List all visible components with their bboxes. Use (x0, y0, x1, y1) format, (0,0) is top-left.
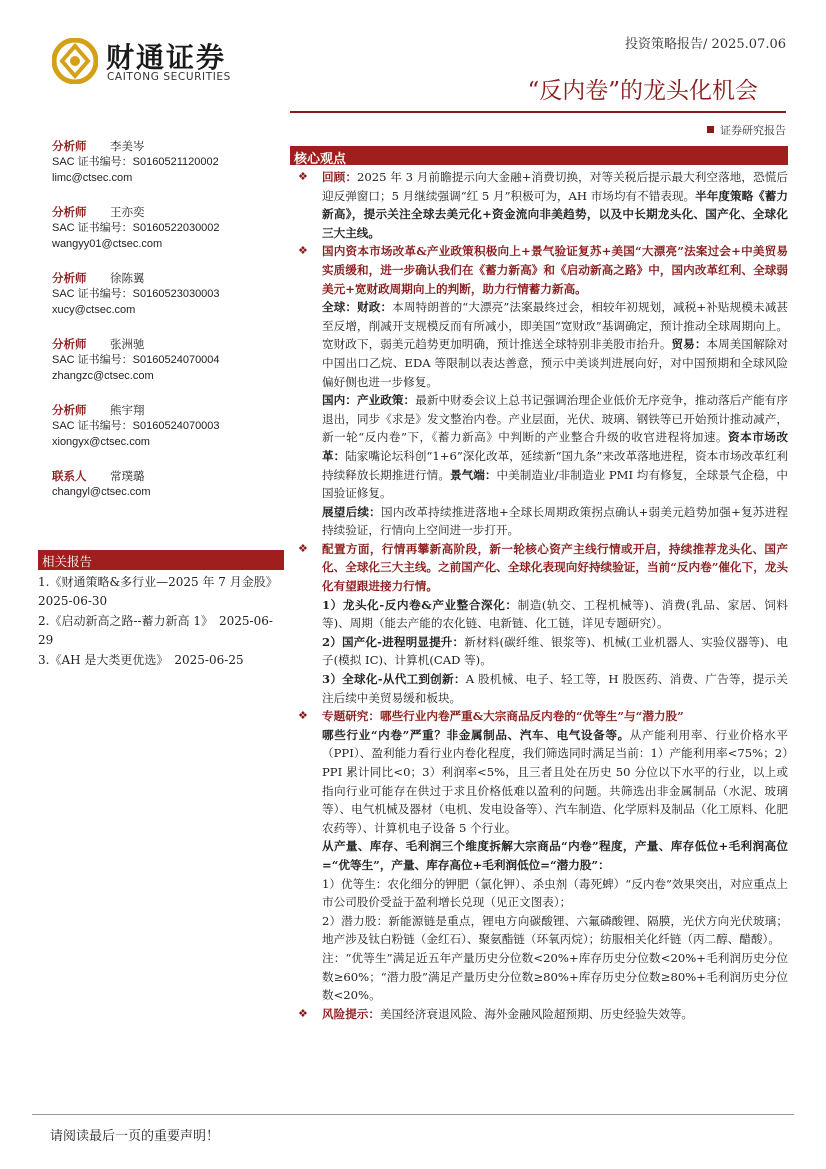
bullet-label: 回顾： (322, 170, 357, 184)
analyst-card (52, 204, 284, 270)
research-question (296, 726, 788, 838)
analyst-role: 分析师 (52, 139, 87, 153)
bullet-label: 风险提示： (322, 1006, 380, 1021)
paragraph-label: 贸易： (671, 337, 707, 352)
bullet-bold-text: 半年度策略《蓄力新高》，提示关注全球去美元化+资金流向非美趋势，以及中长期龙头化、国产化、全球化三大主线。 (322, 188, 788, 240)
related-reports-title: 相关报告 (42, 554, 93, 569)
analyst-email[interactable]: limc@ctsec.com (52, 172, 133, 184)
research-item: 1）优等生：农化细分的钾肥（氯化钾）、杀虫剂（毒死蜱）“反内卷”效果突出，对应重点上市公司股价受益于盈利增长兑现（见正文图表）； (322, 876, 788, 910)
analyst-list (52, 138, 284, 534)
research-summary: 从产量、库存、毛利润三个维度拆解大宗商品“内卷”程度，产量、库存低位+毛利润高位=“优等生”，产量、库存高位+毛利润低位=“潜力股”： (322, 839, 788, 872)
analyst-sac: SAC 证书编号：S0160524070004 (52, 354, 220, 366)
paragraph-label: 哪些行业“内卷”严重？非金属制品、汽车、电气设备等。 (322, 727, 630, 742)
related-report-item[interactable]: 1.《财通策略&多行业—2025 年 7 月金股》 2025-06-30 (38, 575, 284, 608)
analyst-email[interactable]: xucy@ctsec.com (52, 304, 136, 316)
related-report-item[interactable]: 2.《启动新高之路--蓄力新高 1》 2025-06-29 (38, 614, 273, 647)
paragraph-domestic (296, 391, 788, 503)
bullet-review (296, 168, 788, 242)
title-divider (290, 111, 786, 113)
analyst-sac: SAC 证书编号：S0160524070003 (52, 420, 220, 432)
paragraph-text: 本周美国解除对中国出口乙烷、EDA 等限制以表达善意，预示中美谈判进展向好，对中国预期和全球风险偏好侧也进一步修复。 (322, 337, 788, 389)
analyst-name: 熊宇翔 (110, 403, 145, 417)
company-logo (52, 38, 252, 90)
allocation-item (296, 596, 788, 633)
report-type: 投资策略报告/ 2025.07.06 (625, 37, 786, 52)
logo-chinese-text: 财通证券 (106, 41, 227, 74)
bullet-allocation (296, 540, 788, 596)
paragraph-label: 全球：财政： (322, 300, 393, 315)
diamond-bullet-icon: ❖ (298, 541, 308, 555)
analyst-role: 分析师 (52, 337, 87, 351)
paragraph-label: 资本市场改革： (322, 430, 788, 463)
contact-email[interactable]: changyl@ctsec.com (52, 486, 151, 498)
contact-role: 联系人 (52, 469, 87, 483)
contact-name: 常璞璐 (110, 469, 145, 483)
report-subtype-label: 证券研究报告 (720, 124, 786, 137)
logo-english-text: CAITONG SECURITIES (107, 71, 231, 83)
diamond-bullet-icon: ❖ (298, 170, 308, 183)
report-subtype (707, 122, 786, 138)
bullet-heading: 专题研究：哪些行业内卷严重&大宗商品反内卷的“优等生”与“潜力股” (322, 709, 684, 724)
paragraph-global (296, 298, 788, 391)
report-title: “反内卷”的龙头化机会 (527, 78, 758, 104)
related-report-item[interactable]: 3.《AH 是大类更优选》 2025-06-25 (38, 653, 244, 668)
analyst-role: 分析师 (52, 271, 87, 285)
related-reports-header (38, 550, 284, 570)
bullet-heading: 配置方面，行情再攀新高阶段，新一轮核心资产主线行情或开启，持续推荐龙头化、国产化、全球化三大主线。之前国产化、全球化表现向好持续验证，当前“反内卷”催化下，龙头化有望跟进接力行情。 (322, 541, 788, 594)
analyst-card (52, 138, 284, 204)
paragraph-text: 中美制造业/非制造业 PMI 均有修复，全球景气企稳，中国验证修复。 (322, 467, 788, 501)
analyst-card (52, 270, 284, 336)
analyst-card (52, 402, 284, 468)
bullet-heading: 国内资本市场改革&产业政策积极向上+景气验证复苏+美国“大漂亮”法案过会+中美贸易实质缓和，进一步确认我们在《蓄力新高》和《启动新高之路》中，国内改革红利、全球弱美元+宽财政周期向上的判断，助力行情蓄力新高。 (322, 244, 788, 296)
paragraph-text: 从产能利用率、行业价格水平（PPI）、盈利能力看行业内卷化程度，我们筛选同时满足当前：1）产能利用率<75%；2）PPI 累计同比<0；3）利润率<5%，且三者且处在历史 50 分位以下水平的行业，以上或指向行业可能存在供过于求且价格低难以盈利的问题。共筛选出非金属制品（水泥、玻璃等）、电气机械及器材（电机、发电设备等）、汽车制造、化学原料及制品（化工原料、化肥农药等）、计算机电子设备 5 个行业。 (322, 727, 788, 835)
core-views-content (296, 168, 788, 1023)
paragraph-label: 展望后续： (322, 504, 381, 519)
paragraph-outlook (296, 503, 788, 540)
analyst-sac: SAC 证书编号：S0160521120002 (52, 156, 219, 168)
analyst-card (52, 336, 284, 402)
research-note: 注：“优等生”满足近五年产量历史分位数<20%+库存历史分位数<20%+毛利润历史分位数≥60%；“潜力股”满足产量历史分位数≥80%+库存历史分位数≥80%+毛利润历史分位数<20%。 (322, 950, 788, 1003)
allocation-item (296, 633, 788, 670)
logo-mark-icon (52, 38, 98, 84)
contact-card (52, 468, 284, 534)
analyst-name: 王亦奕 (110, 205, 145, 219)
bullet-text: 2025 年 3 月前瞻提示向大金融+消费切换，对等关税后提示最大利空落地，恐慌后迎反弹窗口；5 月继续强调“红 5 月”积极可为，AH 市场均有不错表现。 (322, 170, 788, 203)
analyst-email[interactable]: wangyy01@ctsec.com (52, 238, 163, 250)
footer-disclaimer: 请阅读最后一页的重要声明！ (50, 1129, 220, 1144)
item-text: A 股机械、电子、轻工等，H 股医药、消费、广告等，提示关注后续中美贸易缓和板块。 (322, 672, 788, 705)
item-text: 新材料(碳纤维、银浆等)、机械(工业机器人、实验仪器等)、电子(模拟 IC)、计算机(CAD 等)。 (322, 634, 788, 668)
bullet-risk (296, 1005, 788, 1024)
square-bullet-icon (707, 126, 714, 133)
diamond-bullet-icon: ❖ (298, 1006, 308, 1020)
item-label: 2）国产化-进程明显提升： (322, 634, 465, 649)
core-views-title: 核心观点 (294, 152, 347, 167)
paragraph-text: 最新中财委会议上总书记强调治理企业低价无序竞争，推动落后产能有序退出，同步《求是》发文整治内卷。产业层面，光伏、玻璃、钢铁等已开始预计推动减产，新一轮“反内卷”下，《蓄力新高》中判断的产业整合升级的收官进程将加速。 (322, 393, 788, 445)
bullet-text: 美国经济衰退风险、海外金融风险超预期、历史经验失效等。 (379, 1006, 694, 1021)
item-text: 制造(轨交、工程机械等)、消费(乳品、家居、饲料等)、周期（能去产能的农化链、电新链、化工链，详见专题研究）。 (322, 597, 788, 631)
footer-divider (32, 1114, 794, 1115)
diamond-bullet-icon: ❖ (298, 709, 308, 723)
analyst-sac: SAC 证书编号：S0160523030003 (52, 288, 220, 300)
item-label: 1）龙头化-反内卷&产业整合深化： (322, 597, 518, 612)
allocation-item (296, 670, 788, 707)
bullet-reform (296, 242, 788, 298)
analyst-role: 分析师 (52, 205, 87, 219)
paragraph-text: 本周特朗普的“大漂亮”法案最终过会，相较年初规划，减税+补贴规模未减甚至反增，削减开支规模反而有所减小，即美国“宽财政”基调确定，预计推动全球周期向上。宽财政下，弱美元趋势更加明确，预计推送全球特别非美股市抬升。 (322, 300, 788, 352)
research-item: 2）潜力股：新能源链是重点，锂电方向碳酸锂、六氟磷酸锂、隔膜，光伏方向光伏玻璃；地产涉及钛白粉链（金红石）、聚氨酯链（环氧丙烷）；纺服相关化纤链（丙二醇、醋酸）。 (322, 913, 788, 947)
analyst-name: 李美岑 (110, 139, 145, 153)
paragraph-label: 景气端： (449, 467, 497, 482)
paragraph-text: 国内改革持续推进落地+全球长周期政策拐点确认+弱美元趋势加强+复苏进程持续验证，行情向上空间进一步打开。 (322, 504, 788, 538)
item-label: 3）全球化-从代工到创新： (322, 672, 466, 687)
related-reports-list (38, 573, 284, 672)
analyst-name: 徐陈翼 (110, 271, 145, 285)
paragraph-label: 国内：产业政策： (322, 393, 416, 408)
paragraph-text: 陆家嘴论坛科创“1+6”深化改革，延续新“国九条”来改革落地进程，资本市场改革红利持续释放长期推进行情。 (322, 448, 788, 482)
diamond-bullet-icon: ❖ (298, 244, 308, 258)
analyst-name: 张洲驰 (110, 337, 145, 351)
analyst-sac: SAC 证书编号：S0160522030002 (52, 222, 220, 234)
analyst-role: 分析师 (52, 403, 87, 417)
analyst-email[interactable]: zhangzc@ctsec.com (52, 370, 154, 382)
bullet-research (296, 707, 788, 726)
analyst-email[interactable]: xiongyx@ctsec.com (52, 436, 150, 448)
core-views-header (290, 146, 788, 165)
